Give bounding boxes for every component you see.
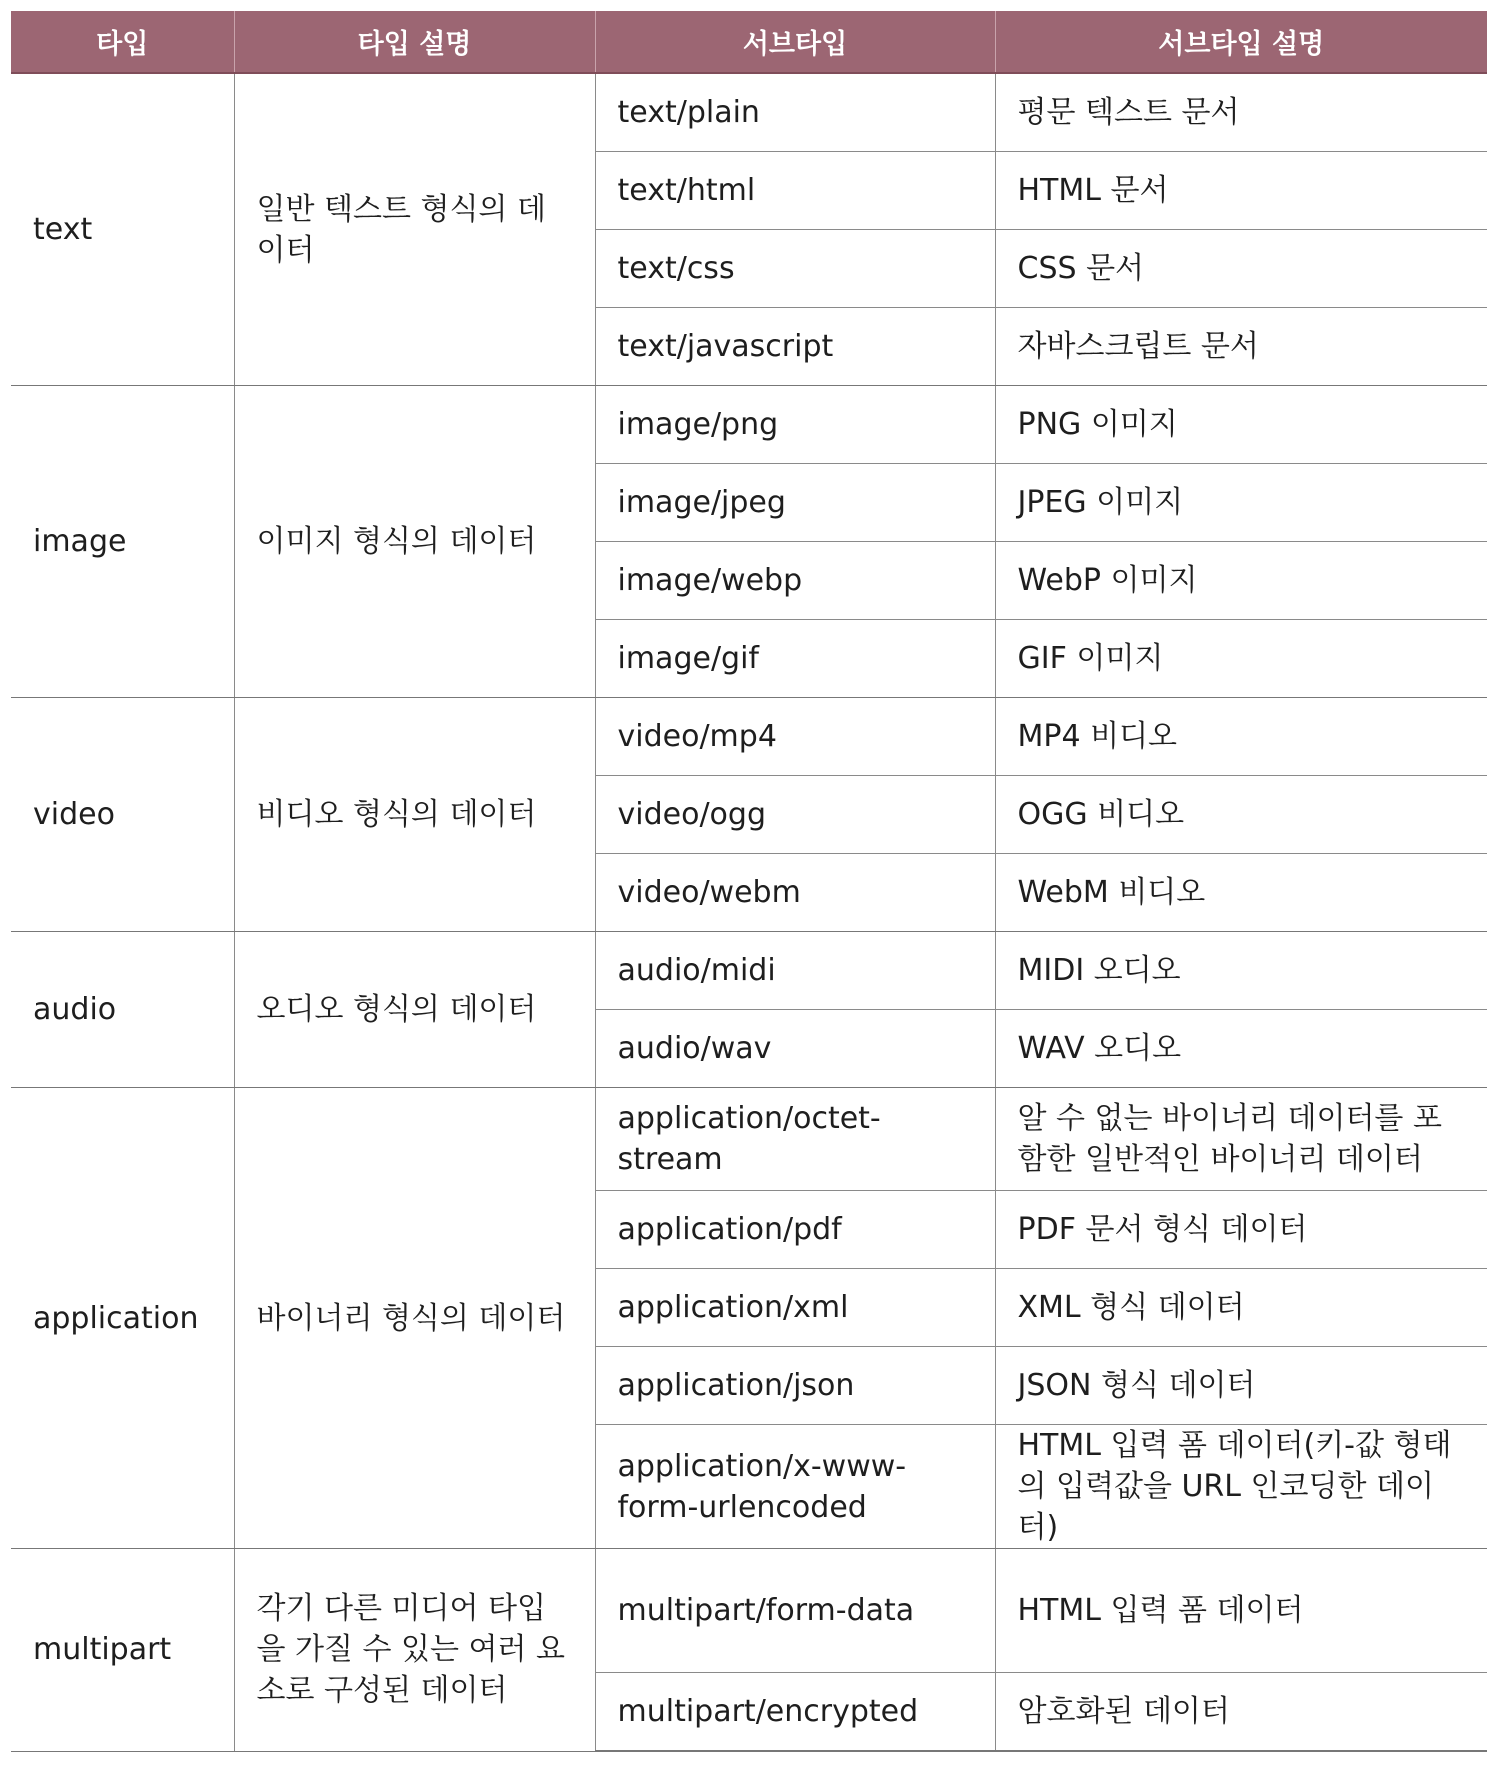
- header-subtype-description: 서브타입 설명: [995, 11, 1487, 73]
- type-cell-video: video: [11, 698, 234, 932]
- header-type: 타입: [11, 11, 234, 73]
- subtype-cell: audio/wav: [595, 1010, 995, 1088]
- subtype-cell: text/plain: [595, 73, 995, 152]
- type-desc-application: 바이너리 형식의 데이터: [234, 1088, 595, 1549]
- subtype-desc-cell: MP4 비디오: [995, 698, 1487, 776]
- type-desc-video: 비디오 형식의 데이터: [234, 698, 595, 932]
- subtype-cell: image/png: [595, 386, 995, 464]
- type-desc-image: 이미지 형식의 데이터: [234, 386, 595, 698]
- type-desc-audio: 오디오 형식의 데이터: [234, 932, 595, 1088]
- table-row: [11, 932, 1487, 1010]
- subtype-desc-cell: 암호화된 데이터: [995, 1673, 1487, 1752]
- type-desc-text: 일반 텍스트 형식의 데이터: [234, 73, 595, 386]
- subtype-desc-cell: JPEG 이미지: [995, 464, 1487, 542]
- subtype-cell: application/x-www-form-urlencoded: [595, 1425, 995, 1549]
- table-row: [11, 698, 1487, 776]
- subtype-cell: image/jpeg: [595, 464, 995, 542]
- header-subtype: 서브타입: [595, 11, 995, 73]
- subtype-cell: text/html: [595, 152, 995, 230]
- subtype-cell: text/javascript: [595, 308, 995, 386]
- subtype-cell: application/octet-stream: [595, 1088, 995, 1191]
- subtype-desc-cell: CSS 문서: [995, 230, 1487, 308]
- subtype-cell: video/ogg: [595, 776, 995, 854]
- type-cell-text: text: [11, 73, 234, 386]
- subtype-desc-cell: WAV 오디오: [995, 1010, 1487, 1088]
- subtype-desc-cell: 평문 텍스트 문서: [995, 73, 1487, 152]
- subtype-desc-cell: XML 형식 데이터: [995, 1269, 1487, 1347]
- subtype-desc-cell: OGG 비디오: [995, 776, 1487, 854]
- subtype-desc-cell: JSON 형식 데이터: [995, 1347, 1487, 1425]
- subtype-cell: video/mp4: [595, 698, 995, 776]
- subtype-desc-cell: HTML 입력 폼 데이터: [995, 1549, 1487, 1673]
- mime-type-table: [11, 11, 1487, 1752]
- table-row: [11, 73, 1487, 152]
- subtype-cell: image/gif: [595, 620, 995, 698]
- header-type-description: 타입 설명: [234, 11, 595, 73]
- subtype-cell: application/json: [595, 1347, 995, 1425]
- subtype-desc-cell: PDF 문서 형식 데이터: [995, 1191, 1487, 1269]
- type-cell-multipart: multipart: [11, 1549, 234, 1752]
- subtype-desc-cell: 자바스크립트 문서: [995, 308, 1487, 386]
- subtype-cell: image/webp: [595, 542, 995, 620]
- subtype-desc-cell: 알 수 없는 바이너리 데이터를 포함한 일반적인 바이너리 데이터: [995, 1088, 1487, 1191]
- subtype-desc-cell: GIF 이미지: [995, 620, 1487, 698]
- table-row: [11, 1549, 1487, 1673]
- type-cell-image: image: [11, 386, 234, 698]
- subtype-cell: multipart/encrypted: [595, 1673, 995, 1752]
- subtype-desc-cell: MIDI 오디오: [995, 932, 1487, 1010]
- header-row: [11, 11, 1487, 73]
- subtype-cell: text/css: [595, 230, 995, 308]
- table-row: [11, 1088, 1487, 1191]
- subtype-cell: application/pdf: [595, 1191, 995, 1269]
- subtype-desc-cell: HTML 입력 폼 데이터(키-값 형태의 입력값을 URL 인코딩한 데이터): [995, 1425, 1487, 1549]
- subtype-desc-cell: HTML 문서: [995, 152, 1487, 230]
- subtype-cell: multipart/form-data: [595, 1549, 995, 1673]
- subtype-desc-cell: WebM 비디오: [995, 854, 1487, 932]
- subtype-desc-cell: WebP 이미지: [995, 542, 1487, 620]
- table-row: [11, 386, 1487, 464]
- type-cell-audio: audio: [11, 932, 234, 1088]
- mime-type-table-container: [11, 11, 1487, 1752]
- subtype-cell: video/webm: [595, 854, 995, 932]
- subtype-desc-cell: PNG 이미지: [995, 386, 1487, 464]
- type-cell-application: application: [11, 1088, 234, 1549]
- type-desc-multipart: 각기 다른 미디어 타입을 가질 수 있는 여러 요소로 구성된 데이터: [234, 1549, 595, 1752]
- subtype-cell: audio/midi: [595, 932, 995, 1010]
- subtype-cell: application/xml: [595, 1269, 995, 1347]
